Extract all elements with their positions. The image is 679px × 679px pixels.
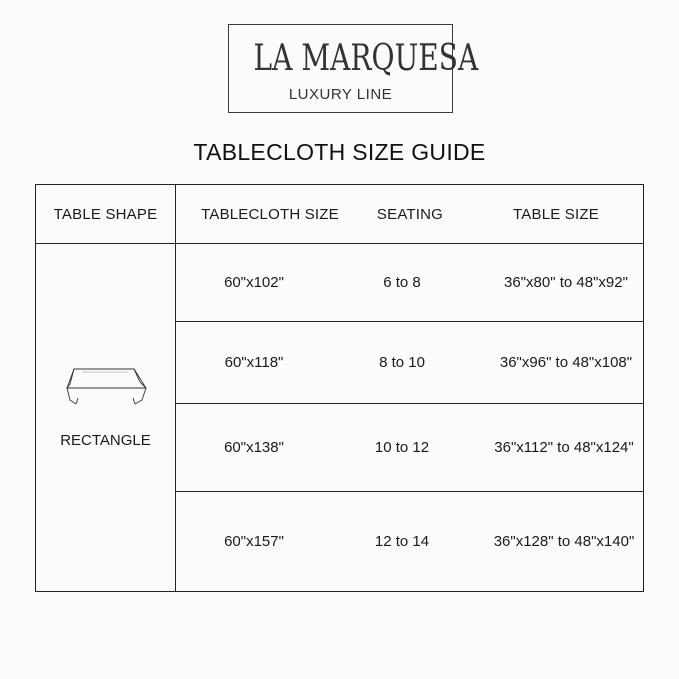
rectangle-table-icon	[67, 369, 146, 404]
shape-label: RECTANGLE	[60, 431, 151, 449]
seating-cell: 6 to 8	[383, 274, 421, 291]
seating-cell: 8 to 10	[379, 354, 425, 371]
brand-name: LA MARQUESA	[253, 38, 479, 79]
header-table-shape: TABLE SHAPE	[53, 205, 158, 223]
page-title: TABLECLOTH SIZE GUIDE	[193, 139, 486, 165]
header-seating: SEATING	[376, 205, 444, 223]
seating-cell: 12 to 14	[374, 533, 430, 550]
tablecloth-size-cell: 60"x118"	[224, 354, 284, 371]
tablecloth-size-cell: 60"x138"	[224, 439, 284, 456]
table-size-cell: 36"x112" to 48"x124"	[494, 439, 634, 456]
brand-tagline: LUXURY LINE	[288, 86, 393, 103]
table-size-cell: 36"x80" to 48"x92"	[504, 274, 628, 291]
header-tablecloth-size: TABLECLOTH SIZE	[201, 205, 339, 223]
table-size-cell: 36"x96" to 48"x108"	[499, 354, 633, 371]
tablecloth-size-cell: 60"x102"	[224, 274, 284, 291]
table-size-cell: 36"x128" to 48"x140"	[493, 533, 635, 550]
tablecloth-size-cell: 60"x157"	[224, 533, 284, 550]
header-table-size: TABLE SIZE	[513, 205, 599, 223]
seating-cell: 10 to 12	[374, 439, 430, 456]
